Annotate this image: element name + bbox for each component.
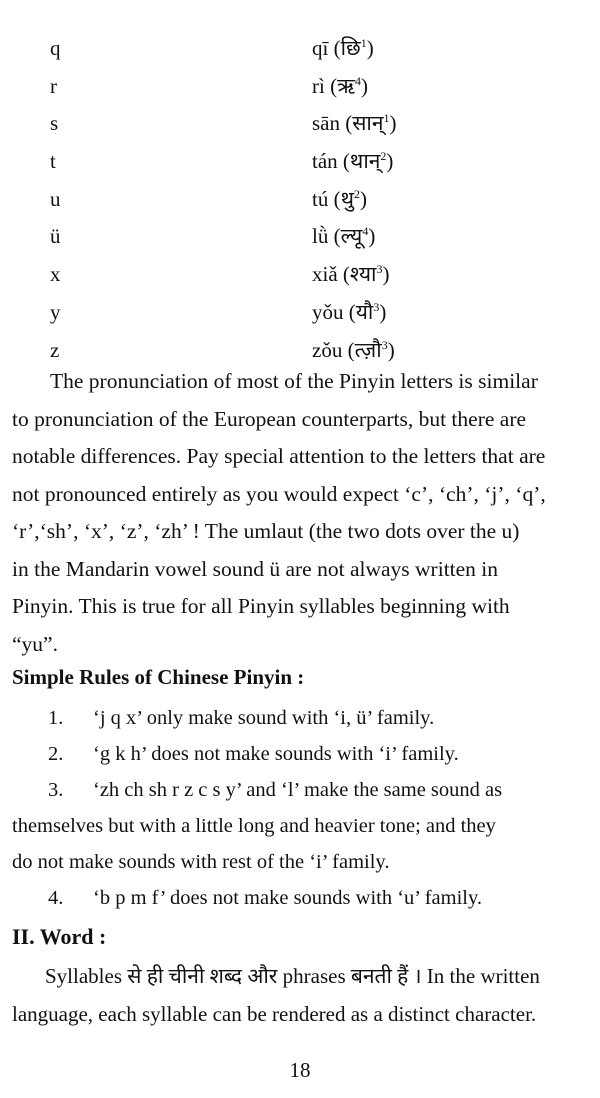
paragraph-line: language, each syllable can be rendered as a distinct character. — [12, 1002, 537, 1026]
paragraph-line: Pinyin. This is true for all Pinyin syllables beginning with — [12, 594, 510, 618]
latin-letter: s — [50, 111, 59, 136]
letter-row-u — [0, 181, 600, 219]
page-number: 18 — [289, 1058, 311, 1082]
rule-item-1 — [12, 700, 586, 736]
pronunciation-paragraph — [12, 363, 586, 663]
letter-row-y — [0, 294, 600, 332]
paragraph-line: ‘r’,‘sh’, ‘x’, ‘z’, ‘zh’ ! The umlaut (the two dots over the u) — [12, 519, 520, 543]
pinyin-example: zǒu (त्ज़ौ$^3$) — [312, 337, 395, 362]
rule-text: ‘j q x’ only make sound with ‘i, ü’ family. — [93, 707, 435, 729]
latin-letter: t — [50, 149, 56, 174]
letter-row-x — [0, 256, 600, 294]
letter-row-u-umlaut — [0, 218, 600, 256]
pinyin-example: rì (ऋ$^4$) — [312, 73, 368, 98]
tone-mark: 3 — [373, 299, 380, 314]
letter-row-s — [0, 105, 600, 143]
word-section-paragraph — [12, 957, 586, 1033]
paragraph-line: not pronounced entirely as you would expect ‘c’, ‘ch’, ‘j’, ‘q’, — [12, 481, 546, 506]
pinyin-example: sān (सान्$^1$) — [312, 111, 397, 136]
letter-row-r — [0, 68, 600, 106]
rule-text: ‘zh ch sh r z c s y’ and ‘l’ make the same sound as — [93, 779, 503, 801]
rule-text: do not make sounds with rest of the ‘i’ family. — [12, 851, 390, 873]
latin-letter: q — [50, 36, 61, 60]
paragraph-line: to pronunciation of the European counterparts, but there are — [12, 406, 527, 431]
paragraph-line: “yu”. — [12, 631, 58, 656]
pinyin-letter-table — [0, 30, 600, 369]
tone-mark: 1 — [360, 36, 367, 50]
pinyin-example: xiǎ (श्या$^3$) — [312, 262, 390, 287]
latin-letter: ü — [50, 224, 61, 249]
latin-letter: x — [50, 262, 61, 287]
pinyin-example: tú (थु$^2$) — [312, 186, 367, 211]
rule-number: 4. — [48, 887, 64, 909]
tone-mark: 4 — [354, 73, 361, 88]
letter-row-q — [0, 30, 600, 68]
word-section-heading: II. Word : — [12, 924, 107, 949]
pinyin-example: qī (छि$^1$) — [312, 36, 374, 60]
rule-item-4 — [12, 880, 586, 916]
latin-letter: z — [50, 337, 60, 362]
latin-letter: u — [50, 186, 61, 211]
tone-mark: 3 — [376, 262, 383, 277]
rule-item-3 — [12, 772, 586, 880]
letter-row-t — [0, 143, 600, 181]
rule-number: 2. — [48, 743, 64, 765]
rule-text: themselves but with a little long and heavier tone; and they — [12, 815, 496, 837]
rule-text: ‘b p m f’ does not make sounds with ‘u’ family. — [93, 887, 483, 909]
pinyin-example: yǒu (यौ$^3$) — [312, 299, 387, 324]
tone-mark: 2 — [354, 186, 360, 201]
tone-mark: 2 — [380, 149, 387, 164]
rules-heading: Simple Rules of Chinese Pinyin : — [12, 665, 305, 689]
paragraph-line: in the Mandarin vowel sound ü are not always written in — [12, 556, 499, 581]
rules-list — [12, 700, 586, 916]
rule-item-2 — [12, 736, 586, 772]
tone-mark: 4 — [362, 224, 369, 239]
latin-letter: r — [50, 73, 57, 98]
pinyin-example: tán (थान्$^2$) — [312, 149, 394, 174]
paragraph-line: Syllables से ही चीनी शब्द और phrases बनती हैं । In the written — [45, 964, 540, 988]
rule-text: ‘g k h’ does not make sounds with ‘i’ family. — [93, 743, 459, 765]
pinyin-example: lǜ (ल्यू$^4$) — [312, 224, 376, 249]
paragraph-line: notable differences. Pay special attention to the letters that are — [12, 444, 546, 468]
tone-mark: 1 — [383, 111, 390, 126]
latin-letter: y — [50, 299, 61, 324]
paragraph-line: The pronunciation of most of the Pinyin letters is similar — [50, 369, 538, 393]
rule-number: 1. — [48, 707, 64, 729]
tone-mark: 3 — [381, 337, 388, 352]
rule-number: 3. — [48, 779, 64, 801]
